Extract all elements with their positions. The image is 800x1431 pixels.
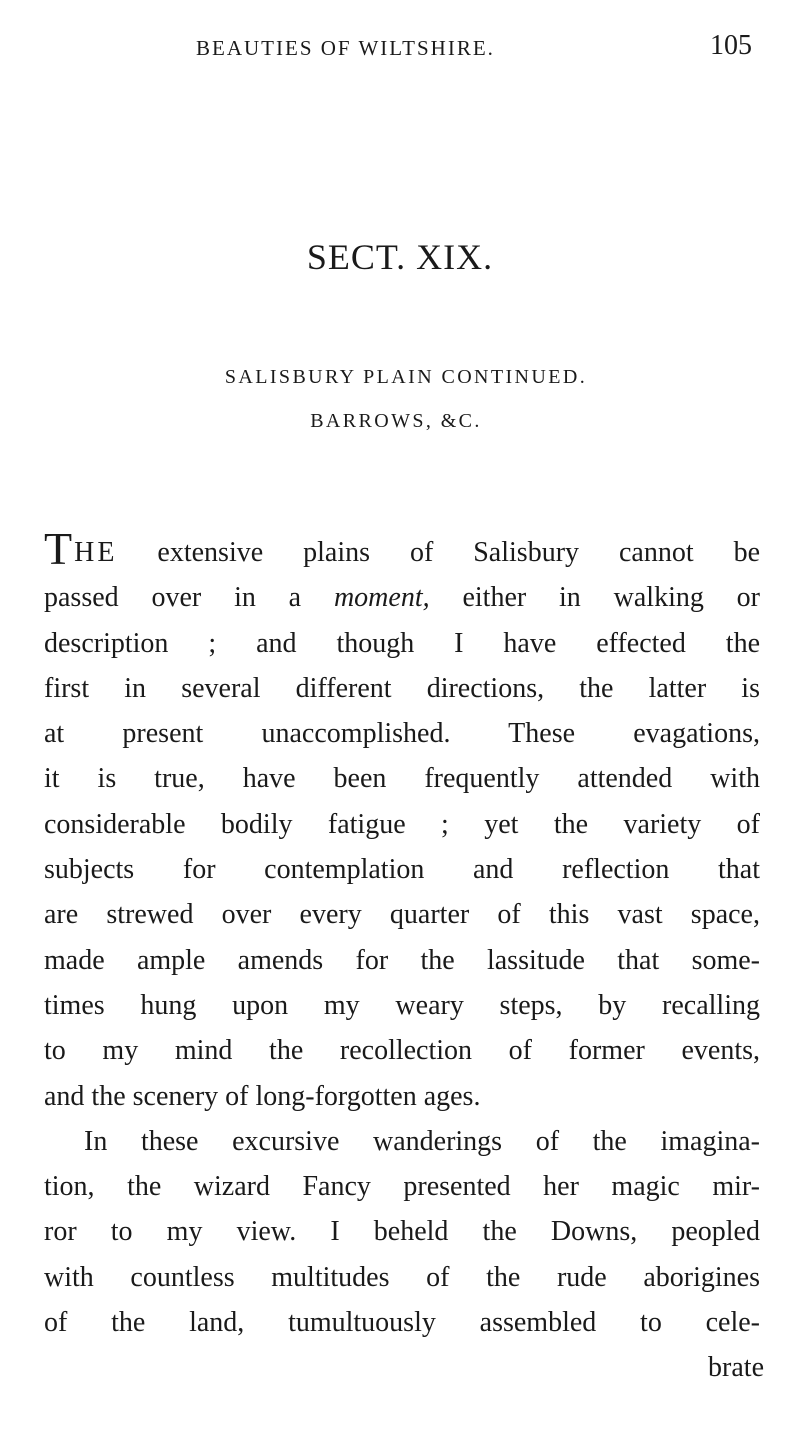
line-text: extensive plains of Salisbury cannot be	[157, 537, 760, 568]
text-line	[44, 523, 760, 575]
text-line: considerable bodily fatigue ; yet the variety of	[44, 808, 760, 840]
text-line: description ; and though I have effected the	[44, 627, 760, 659]
text-line: and the scenery of long-forgotten ages.	[44, 1080, 481, 1112]
text-line: times hung upon my weary steps, by recalling	[44, 989, 760, 1021]
catchword: brate	[708, 1352, 764, 1383]
text-line: at present unaccomplished. These evagations,	[44, 718, 760, 750]
text-line: In these excursive wanderings of the imagina-	[84, 1125, 760, 1157]
drop-cap: T	[44, 523, 73, 574]
emphasis: moment,	[333, 582, 430, 614]
body-text	[44, 523, 761, 1345]
text-line: first in several different directions, the latter is	[44, 672, 760, 704]
text-line: made ample amends for the lassitude that some-	[44, 944, 760, 976]
text-line: tion, the wizard Fancy presented her magic mir-	[44, 1171, 760, 1203]
text-line: of the land, tumultuously assembled to cele-	[44, 1307, 760, 1339]
text-line: are strewed over every quarter of this vast space,	[44, 899, 760, 931]
running-head	[0, 30, 800, 70]
line-text: either in walking or	[462, 582, 761, 614]
page-number: 105	[710, 30, 752, 61]
text-line	[44, 575, 760, 620]
text-line: ror to my view. I beheld the Downs, peopled	[44, 1216, 760, 1248]
text-line: subjects for contemplation and reflection that	[44, 854, 760, 886]
opening-caps: HE	[74, 537, 118, 568]
text-line: with countless multitudes of the rude aborigines	[44, 1261, 760, 1293]
line-text: passed over in a	[44, 582, 302, 614]
section-title: SECT. XIX.	[306, 237, 494, 277]
section-subtitle: SALISBURY PLAIN CONTINUED.	[224, 366, 588, 388]
text-line: it is true, have been frequently attended with	[44, 763, 760, 795]
section-subheading: BARROWS, &C.	[310, 410, 482, 432]
text-line: to my mind the recollection of former events,	[44, 1035, 760, 1067]
running-title: BEAUTIES OF WILTSHIRE.	[196, 36, 495, 60]
